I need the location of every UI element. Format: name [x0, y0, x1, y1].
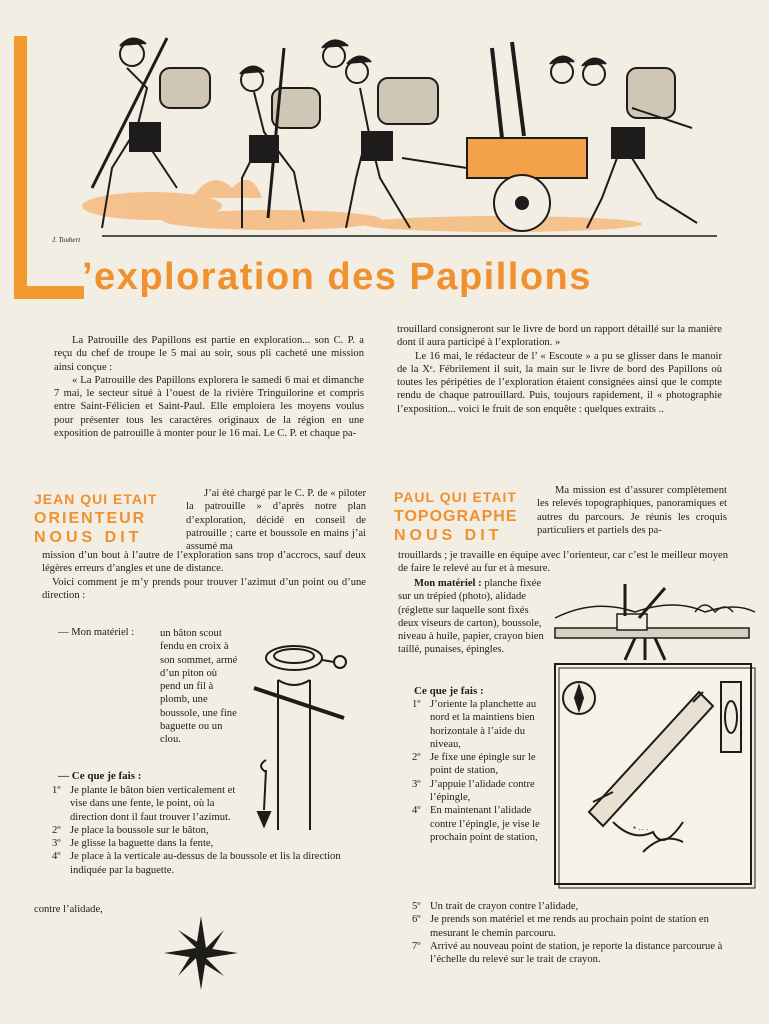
- intro-paragraph: « La Patrouille des Papillons explorera le samedi 6 mai et dimanche 7 mai, le secteur situé à l’ouest de la rivière Tringuilorine et compris entre Saint-Félicien et Saint-Paul. Elle emploiera les moyens voulus pour présenter tous les caractères originaux de la région en une exposition de patrouille à monter pour le 16 mai. Le C. P. et chaque pa-: [54, 374, 364, 440]
- paul-intro-text: Ma mission est d’assurer complètement les relevés topographiques, panoramiques et autres du parcours. Je réunis les croquis particuliers et partiels des pa-: [537, 485, 727, 536]
- paul-materiel: Mon matériel : planche fixée sur un trépied (photo), alidade (réglette sur laquelle sont fixés deux viseurs de carton), boussole, niveau à huile, papier, crayon bien taillé, punaises, épingles.: [398, 578, 544, 656]
- paul-ce-que-je-fais: Ce que je fais :: [414, 685, 484, 697]
- jean-section-title: JEAN QUI ETAIT ORIENTEUR NOUS DIT: [34, 491, 158, 546]
- list-item: 3º J’appuie l’alidade contre l’épingle,: [412, 778, 535, 804]
- jean-materiel-label: — Mon matériel :: [58, 627, 135, 638]
- paul-steps-list: [412, 698, 547, 844]
- jean-intro-text: J’ai été chargé par le C. P. de « piloter la patrouille » d’après notre plan d’exploration, décidé en conseil de patrouille ; carte et boussole en mains j’ai assumé ma: [186, 488, 366, 553]
- jean-ce-que-je-fais: — Ce que je fais :: [58, 770, 142, 782]
- illustration-signature: J. Toubert: [52, 236, 81, 244]
- paul-steps-list-wide: [412, 900, 724, 966]
- list-item: 2º Je place la boussole sur le bâton,: [52, 824, 209, 836]
- paul-section-title: PAUL QUI ETAIT TOPOGRAPHE NOUS DIT: [394, 489, 518, 544]
- intro-right-column: [397, 323, 722, 416]
- jean-steps-list: [52, 784, 368, 877]
- plane-table-board-drawing: [553, 662, 759, 890]
- list-item: 7º Arrivé au nouveau point de station, je reporte la distance parcourue à l’échelle du relevé sur le trait de crayon.: [412, 940, 723, 966]
- intro-paragraph: trouillard consigneront sur le livre de bord un rapport détaillé sur la manière dont il aura participé à l’exploration. »: [397, 324, 722, 349]
- list-item: 3º Je glisse la baguette dans la fente,: [52, 838, 214, 850]
- scouts-illustration: [52, 28, 722, 248]
- intro-paragraph: Le 16 mai, le rédacteur de l’ « Escoute » a pu se glisser dans le manoir de la Xᵉ. Fébrilement il suit, la main sur le livre de bord des Papillons où toutes les péripéties de l’exploration étaient consignées ainsi que le compte rendu de chaque patrouillard. Puis, toujours rapidement, il « photographie l’exposition... voici le fruit de son enquête : quelques extraits ..: [397, 350, 722, 415]
- jean-trailing-text: contre l’alidade,: [34, 904, 103, 915]
- title-initial-l-vertical: [14, 36, 27, 298]
- list-item: 1º J’oriente la planchette au nord et la maintiens bien horizontale à l’aide du niveau,: [412, 699, 537, 750]
- jean-materiel-text: un bâton scout fendu en croix à son sommet, armé d’un piton où pend un fil à plomb, une boussole, une fine baguette ou un clou.: [160, 628, 238, 746]
- list-item: 5º Un trait de crayon contre l’alidade,: [412, 901, 579, 912]
- plane-table-drawing: [555, 578, 755, 662]
- list-item: 6º Je prends son matériel et me rends au prochain point de station en mesurant le chemin parcouru.: [412, 914, 709, 939]
- jean-continued-text: mission d’un bout à l’autre de l’exploration sans trop d’accrocs, sauf deux légères erreurs d’angles et une de distance. Voici comment je m’y prends pour trouver l’azimut d’un point ou d’une direction :: [42, 550, 366, 601]
- page-title: ’exploration des Papillons: [82, 256, 592, 298]
- list-item: 1º Je plante le bâton bien verticalement et vise dans une fente, le point, où la direction dont il faut trouver l’azimut.: [52, 785, 236, 823]
- compass-star-icon: [164, 916, 238, 990]
- list-item: 4º Je place à la verticale au-dessus de la boussole et lis la direction indiquée par la baguette.: [52, 851, 341, 876]
- title-initial-l-horizontal: [14, 286, 84, 299]
- intro-paragraph: La Patrouille des Papillons est partie en exploration... son C. P. a reçu du chef de troupe le 5 mai au soir, sous pli cacheté une mission ainsi conçue :: [54, 335, 364, 373]
- list-item: 4º En maintenant l’alidade contre l’épingle, je vise le prochain point de station,: [412, 805, 540, 843]
- paul-continued-text: trouillards ; je travaille en équipe avec l’orienteur, car c’est le meilleur moyen de faire le relevé au fur et à mesure.: [398, 550, 728, 575]
- intro-left-column: [54, 334, 364, 440]
- svg-text:* ·· ·: * ·· ·: [633, 825, 649, 834]
- list-item: 2º Je fixe une épingle sur le point de station,: [412, 752, 536, 777]
